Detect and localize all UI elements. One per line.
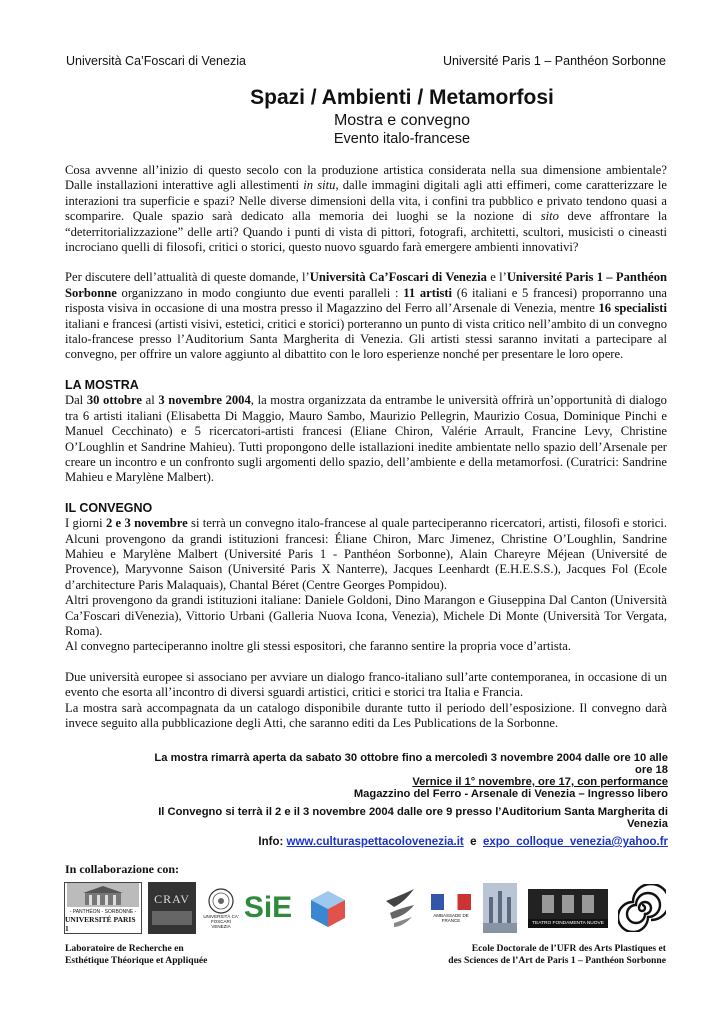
closing-paragraph-2: La mostra sarà accompagnata da un catalogo disponibile durante tutto il periodo dell’esposizione. Il convegno darà invece seguito alla pubblicazione degli Atti, che saranno editi da Les Publications de la Sorbonne. xyxy=(65,700,667,730)
header-left-institution: Università Ca’Foscari di Venezia xyxy=(66,54,246,68)
page-subtitle-2: Evento italo-francese xyxy=(333,131,471,147)
bird-logo xyxy=(382,882,418,934)
sorbonne-building-icon xyxy=(67,883,139,907)
convegno-paragraph-1: I giorni 2 e 3 novembre si terrà un convegno italo-francese al quale parteciperanno ricercatori, artisti, filosofi e storici. Alcuni provengono da grandi istituzioni francesi: Éliane Chiron, Marc Jimenez, Christine O’Loughlin, Sandrine Mahieu e Marylène Malbert (Université Paris 1 - Panthéon Sorbonne), Alain Chareyre Méjean (Université de Provence), Maryvonne Saison (Université Paris X Nanterre), Jacques Leenhardt (E.H.E.S.S.), Jacques Fol (Ecole d’architecture Paris Malaquais), Chantal Béret (Centre Georges Pompidou). xyxy=(65,516,667,592)
page-header xyxy=(66,54,666,68)
section-heading-mostra: LA MOSTRA xyxy=(65,377,139,392)
exhibition-venue: Magazzino del Ferro - Arsenale di Venezia – Ingresso libero xyxy=(353,788,668,800)
bird-icon xyxy=(384,887,416,929)
cube-logo xyxy=(302,882,354,934)
document-body xyxy=(65,163,667,731)
website-link[interactable]: www.culturaspettacolovenezia.it xyxy=(286,836,464,848)
title-block xyxy=(0,86,724,147)
intro-paragraph-1: Cosa avvenne all’inizio di questo secolo con la produzione artistica considerata nella sua dimensione ambientale? Dalle installazioni interattive agli allestimenti in situ, dalle immagini digitali agli atti effimeri, come caratterizzare le interazioni tra superficie e spazi? Nelle diverse dimensioni della vita, i confini tra pubblico e privato tendono quasi a scomparire. Quale spazio sarà dedicato alla memoria dei luoghi se la nozione di sito deve affrontare la “deterritorializzazione” delle arti? Quando i punti di vista di pittori, fotografi, architetti, scultori, musicisti o cineasti incrociano quelli di filosofi, critici o storici, questo nuovo sguardo farà emergere ambienti innovativi? xyxy=(65,163,668,255)
footer-doctoral-school: Ecole Doctorale de l’UFR des Arts Plastiques et des Sciences de l’Art de Paris 1 – Panthéon Sorbonne xyxy=(448,943,666,966)
collaboration-label: In collaborazione con: xyxy=(65,862,179,876)
spiral-icon xyxy=(618,884,666,932)
intro-paragraph-2: Per discutere dell’attualità di queste domande, l’Università Ca’Foscari di Venezia e l’Université Paris 1 – Panthéon Sorbonne organizzano in modo congiunto due eventi paralleli : 11 artisti (6 italiani e 5 francesi) proporranno una risposta visiva in occasione di una mostra presso il Magazzino del Ferro all’Arsenale di Venezia, mentre 16 specialisti italiani e francesi (artisti visivi, estetici, critici e storici) porteranno un punto di vista critico nell’ambito di un convegno italo-francese presso l’Auditorium Santa Margherita di Venezia. Gli artisti stessi saranno invitati a partecipare al convegno, per offrire un valore aggiunto al dibattito con le loro esperienze nonché per presentare le loro opere. xyxy=(65,270,667,362)
page-title: Spazi / Ambienti / Metamorfosi xyxy=(250,86,554,109)
paris1-logo: - PANTHÉON - SORBONNE - UNIVERSITÉ PARIS 1 xyxy=(64,882,142,934)
convegno-paragraph-2: Altri provengono da grandi istituzioni italiane: Daniele Goldoni, Dino Marangon e Giuseppina Dal Canton (Università Ca’Foscari diVenezia), Vittorio Urbani (Galleria Nuova Icona, Venezia), Michele Di Monte (Università Tor Vergata, Roma). xyxy=(65,593,667,638)
church-icon xyxy=(483,883,517,933)
sie-logo: SiE xyxy=(243,891,293,924)
contact-line xyxy=(150,836,668,848)
email-link[interactable]: expo_colloque_venezia@yahoo.fr xyxy=(482,836,668,848)
header-right-institution: Université Paris 1 – Panthéon Sorbonne xyxy=(442,54,666,68)
page-subtitle: Mostra e convegno xyxy=(333,112,471,129)
closing-paragraph-1: Due università europee si associano per avviare un dialogo franco-italiano sull’arte contemporanea, in occasione di un evento che esorta all’incontro di diversi sguardi artistici, critici e storici tra Italia e Francia. xyxy=(65,669,667,700)
church-photo xyxy=(482,882,518,934)
cube-icon xyxy=(307,887,349,929)
partner-logos xyxy=(64,882,668,936)
opening-note: Vernice il 1° novembre, ore 17, con performance xyxy=(412,776,668,788)
spiral-logo xyxy=(616,882,668,934)
crav-logo: CRAV xyxy=(148,882,196,934)
cafoscari-seal-icon xyxy=(208,888,234,914)
mostra-paragraph: Dal 30 ottobre al 3 novembre 2004, la mostra organizzata da entrambe le università offrirà un’opportunità di dialogo tra 6 artisti italiani (Elisabetta Di Maggio, Mauro Sambo, Maurizio Pellegrin, Maurizio Cosua, Dominique Pinchi e Manuel Cecchinato) e 5 ricercatori-artisti francesi (Eliane Chiron, Valérie Arrault, Francine Levy, Christine O’Loughlin et Sandrine Mahieu). Tutti propongono delle istallazioni inedite ambientate nello spazio dell’Arsenale per creare un incontro e un confronto sugli argomenti dello spazio, dell’ambiente e della metamorfosi. (Curatrici: Sandrine Mahieu e Marylène Malbert). xyxy=(65,393,667,485)
and-label: e xyxy=(470,836,477,848)
exhibition-hours: La mostra rimarrà aperta da sabato 30 ottobre fino a mercoledì 3 novembre 2004 dalle ore 10 alle ore 18 xyxy=(154,752,668,776)
cafoscari-logo: UNIVERSITÀ CA' FOSCARI VENEZIA xyxy=(202,882,240,934)
convegno-paragraph-3: Al convegno parteciperanno inoltre gli stessi espositori, che faranno sentire la propria voce d’artista. xyxy=(65,639,572,654)
section-heading-convegno: IL CONVEGNO xyxy=(65,500,153,515)
footer-lab: Laboratoire de Recherche en Esthétique Théorique et Appliquée xyxy=(65,943,208,966)
teatro-logo: TEATRO FONDAMENTA NUOVE xyxy=(526,882,610,934)
info-label: Info: xyxy=(258,836,284,848)
conference-info: Il Convegno si terrà il 2 e il 3 novembre 2004 dalle ore 9 presso l’Auditorium Santa Margherita di Venezia xyxy=(158,806,668,830)
info-block xyxy=(150,752,668,800)
ambassade-logo: AMBASSADE DE FRANCE xyxy=(424,882,478,934)
